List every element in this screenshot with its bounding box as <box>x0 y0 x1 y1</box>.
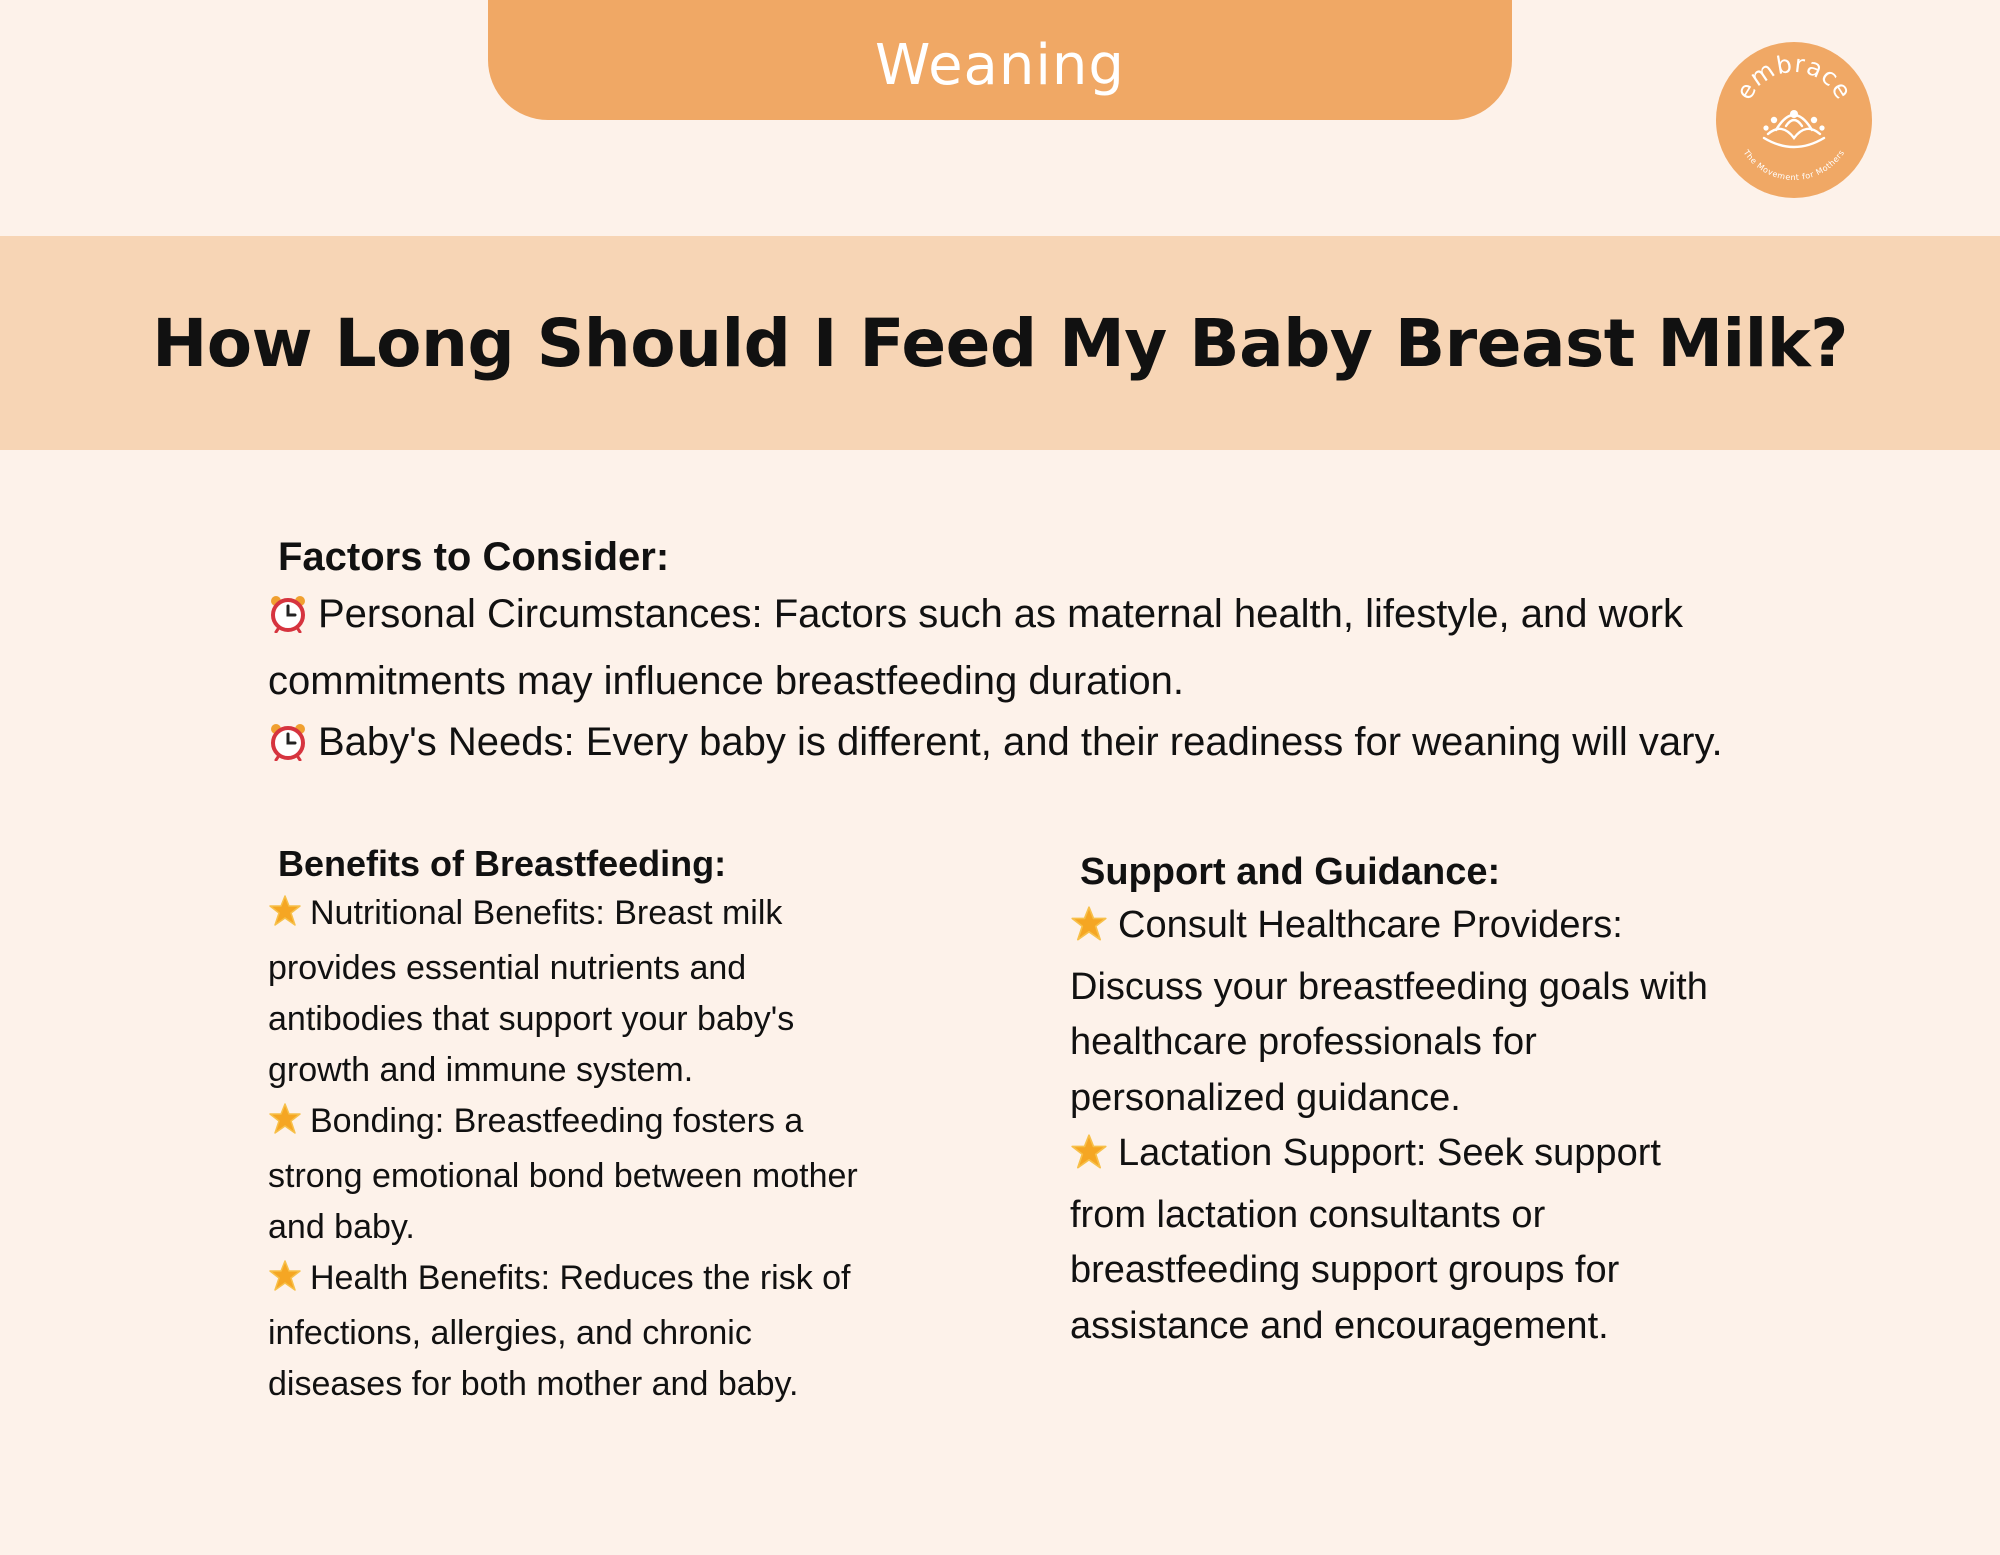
benefits-item <box>268 1253 928 1410</box>
support-item-text: Lactation Support: Seek support <box>1118 1132 1661 1174</box>
star-icon <box>1070 1132 1108 1188</box>
benefits-item-text: provides essential nutrients and <box>268 949 747 987</box>
support-item-text: assistance and encouragement. <box>1070 1304 1609 1347</box>
section-tab <box>488 0 1512 120</box>
benefits-item-text: diseases for both mother and baby. <box>268 1365 799 1403</box>
factors-item-text: Personal Circumstances: Factors such as maternal health, lifestyle, and work <box>318 592 1684 636</box>
svg-text:embrace: embrace <box>1730 49 1858 105</box>
benefits-item-text: infections, allergies, and chronic <box>268 1314 752 1352</box>
factors-item <box>268 584 1868 712</box>
support-item-text: healthcare professionals for <box>1070 1021 1537 1063</box>
benefits-section <box>268 840 928 1410</box>
support-item <box>1070 898 1770 1126</box>
embrace-logo <box>1716 42 1872 198</box>
lotus-logo-icon <box>1716 42 1872 198</box>
section-tab-label: Weaning <box>875 33 1125 98</box>
star-icon <box>1070 904 1108 960</box>
star-icon <box>268 892 302 943</box>
benefits-item-text: antibodies that support your baby's <box>268 1000 795 1038</box>
svg-text:The Movement for Mothers: The Movement for Mothers <box>1741 148 1847 183</box>
support-item-text: breastfeeding support groups for <box>1070 1249 1620 1291</box>
support-heading: Support and Guidance: <box>1080 851 1501 893</box>
support-item-text: Consult Healthcare Providers: <box>1118 904 1623 946</box>
support-item-text: Discuss your breastfeeding goals with <box>1070 965 1708 1008</box>
factors-section <box>268 530 1868 779</box>
star-icon <box>268 1257 302 1308</box>
support-item <box>1070 1126 1770 1354</box>
benefits-heading: Benefits of Breastfeeding: <box>278 843 727 884</box>
star-icon <box>268 1100 302 1151</box>
support-section <box>1070 846 1770 1354</box>
benefits-item-text: Bonding: Breastfeeding fosters a <box>310 1102 804 1140</box>
benefits-item-text: and baby. <box>268 1208 415 1246</box>
page-title: How Long Should I Feed My Baby Breast Milk? <box>152 304 1848 382</box>
benefits-item-text: growth and immune system. <box>268 1051 694 1089</box>
benefits-item <box>268 1096 928 1253</box>
benefits-item <box>268 888 928 1096</box>
benefits-item-text: Nutritional Benefits: Breast milk <box>310 894 783 932</box>
alarm-clock-icon <box>268 590 308 651</box>
alarm-clock-icon <box>268 718 308 779</box>
benefits-item-text: Health Benefits: Reduces the risk of <box>310 1259 851 1297</box>
support-item-text: personalized guidance. <box>1070 1076 1461 1119</box>
support-item-text: from lactation consultants or <box>1070 1193 1546 1236</box>
factors-heading: Factors to Consider: <box>278 535 670 579</box>
title-banner <box>0 236 2000 450</box>
factors-item <box>268 712 1868 779</box>
factors-item-text: commitments may influence breastfeeding duration. <box>268 659 1185 703</box>
factors-item-text: Baby's Needs: Every baby is different, and their readiness for weaning will vary. <box>318 720 1723 764</box>
benefits-item-text: strong emotional bond between mother <box>268 1157 858 1195</box>
